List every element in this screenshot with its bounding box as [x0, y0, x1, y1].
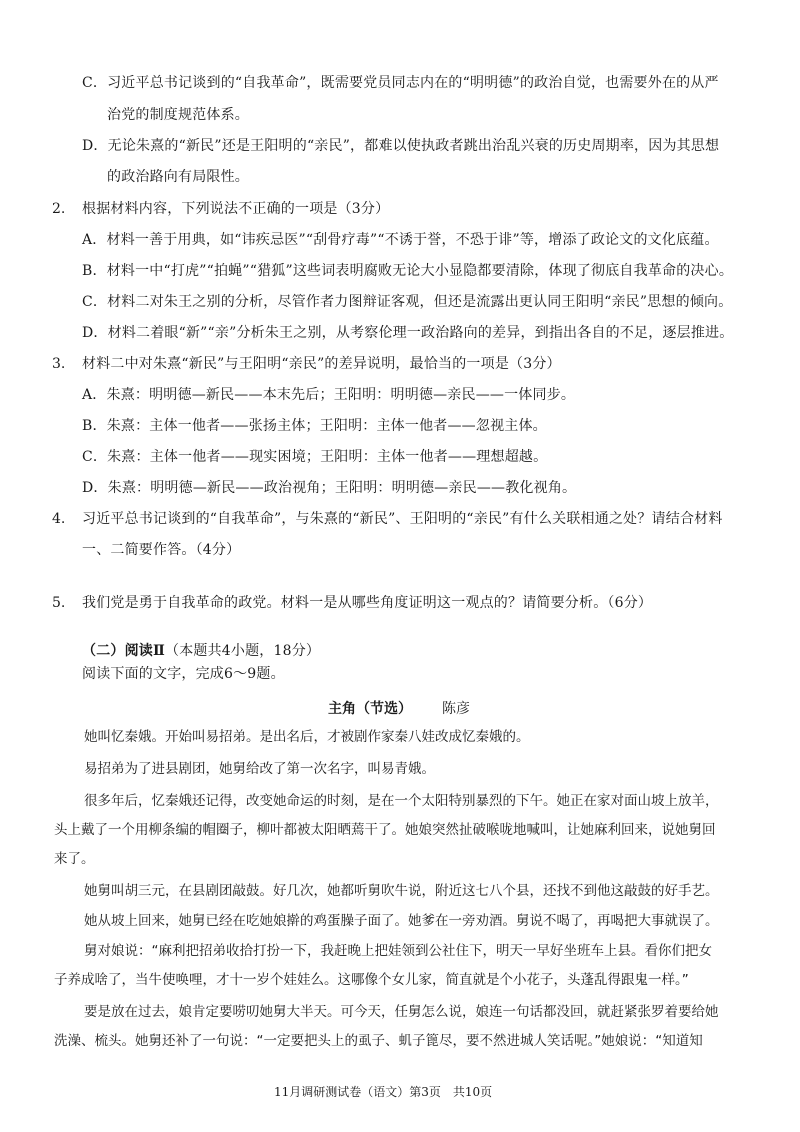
story-para-7-line2: 洗澡、梳头。她舅还补了一句说：“一定要把头上的虱子、虮子篦尽，要不然进城人笑话呢。”她娘说：“知道知	[54, 1033, 703, 1049]
q3-option-c: C．朱熹：主体一他者——现实困境；王阳明：主体一他者——理想超越。	[82, 449, 548, 465]
q5-number: 5.	[52, 595, 66, 611]
reading2-instruction: 阅读下面的文字，完成6～9题。	[82, 666, 285, 682]
q4-line2: 一、二简要作答。（4分）	[82, 542, 241, 558]
q3-number: 3.	[52, 356, 66, 372]
q1-option-d-line1: D．无论朱熹的“新民”还是王阳明的“亲民”，都难以使执政者跳出治乱兴衰的历史周期率，因为其思想	[82, 138, 720, 154]
q1-option-c-line1: C．习近平总书记谈到的“自我革命”，既需要党员同志内在的“明明德”的政治自觉，也需要外在的从严	[82, 75, 719, 91]
story-author: 陈彦	[442, 701, 470, 717]
q2-number: 2.	[52, 201, 66, 217]
story-para-1: 她叫忆秦娥。开始叫易招弟。是出名后，才被剧作家秦八娃改成忆秦娥的。	[84, 729, 530, 745]
story-title: 主角（节选）	[328, 701, 412, 717]
q2-option-c: C．材料二对朱王之别的分析，尽管作者力图辩证客观，但还是流露出更认同王阳明“亲民”思想的倾向。	[82, 294, 733, 310]
q1-option-c-line2: 治党的制度规范体系。	[107, 107, 249, 123]
q2-stem: 根据材料内容，下列说法不正确的一项是（3分）	[82, 201, 390, 217]
reading2-heading	[82, 642, 320, 660]
q4-line1: 习近平总书记谈到的“自我革命”，与朱熹的“新民”、王阳明的“亲民”有什么关联相通之处？请结合材料	[82, 511, 723, 527]
q3-option-d: D．朱熹：明明德—新民——政治视角；王阳明：明明德—亲民——教化视角。	[82, 480, 577, 496]
q5-text: 我们党是勇于自我革命的政党。材料一是从哪些角度证明这一观点的？请简要分析。（6分）	[82, 595, 653, 611]
reading2-heading-info: （本题共4小题，18分）	[165, 643, 321, 659]
q2-option-b: B．材料一中“打虎”“拍蝇”“猎狐”这些词表明腐败无论大小显隐都要清除，体现了彻底自我革命的决心。	[82, 263, 734, 279]
story-para-4: 她舅叫胡三元，在县剧团敲鼓。好几次，她都听舅吹牛说，附近这七八个县，还找不到他这敲鼓的好手艺。	[84, 883, 719, 899]
story-para-3-line1: 很多年后，忆秦娥还记得，改变她命运的时刻，是在一个太阳特别暴烈的下午。她正在家对面山坡上放羊，	[84, 793, 719, 809]
reading2-heading-label: （二）阅读Ⅱ	[82, 643, 165, 659]
q3-option-a: A．朱熹：明明德—新民——本末先后；王阳明：明明德—亲民——一体同步。	[82, 387, 576, 403]
q3-option-b: B．朱熹：主体一他者——张扬主体；王阳明：主体一他者——忽视主体。	[82, 418, 547, 434]
q4-number: 4.	[52, 511, 66, 527]
story-para-3-line2: 头上戴了一个用柳条编的帽圈子，柳叶都被太阳晒蔫干了。她娘突然扯破喉咙地喊叫，让她麻利回来，说她舅回	[54, 822, 716, 838]
story-para-6-line2: 子养成啥了，当牛使唤哩，才十一岁个娃娃么。这哪像个女儿家，简直就是个小花子，头蓬乱得跟鬼一样。”	[54, 972, 689, 988]
q2-option-d: D．材料二着眼“新”“亲”分析朱王之别，从考察伦理一政治路向的差异，到指出各自的不足，逐层推进。	[82, 325, 734, 341]
q2-option-a: A．材料一善于用典，如“讳疾忌医”“刮骨疗毒”“不诱于誉，不恐于诽”等，增添了政论文的文化底蕴。	[82, 232, 719, 248]
story-para-7-line1: 要是放在过去，娘肯定要唠叨她舅大半天。可今天，任舅怎么说，娘连一句话都没回，就赶紧张罗着要给她	[84, 1004, 719, 1020]
story-para-3-line3: 来了。	[54, 851, 95, 867]
q3-stem: 材料二中对朱熹“新民”与王阳明“亲民”的差异说明，最恰当的一项是（3分）	[82, 356, 561, 372]
q1-option-d-line2: 的政治路向有局限性。	[107, 169, 249, 185]
page-footer: 11月调研测试卷（语文）第3页 共10页	[274, 1085, 493, 1099]
story-para-2: 易招弟为了进县剧团，她舅给改了第一次名字，叫易青娥。	[84, 761, 435, 777]
story-para-6-line1: 舅对娘说：“麻利把招弟收拾打扮一下，我赶晚上把娃领到公社住下，明天一早好坐班车上县。看你们把女	[84, 943, 712, 959]
story-para-5: 她从坡上回来，她舅已经在吃她娘擀的鸡蛋臊子面了。她爹在一旁劝酒。舅说不喝了，再喝把大事就误了。	[84, 913, 719, 929]
